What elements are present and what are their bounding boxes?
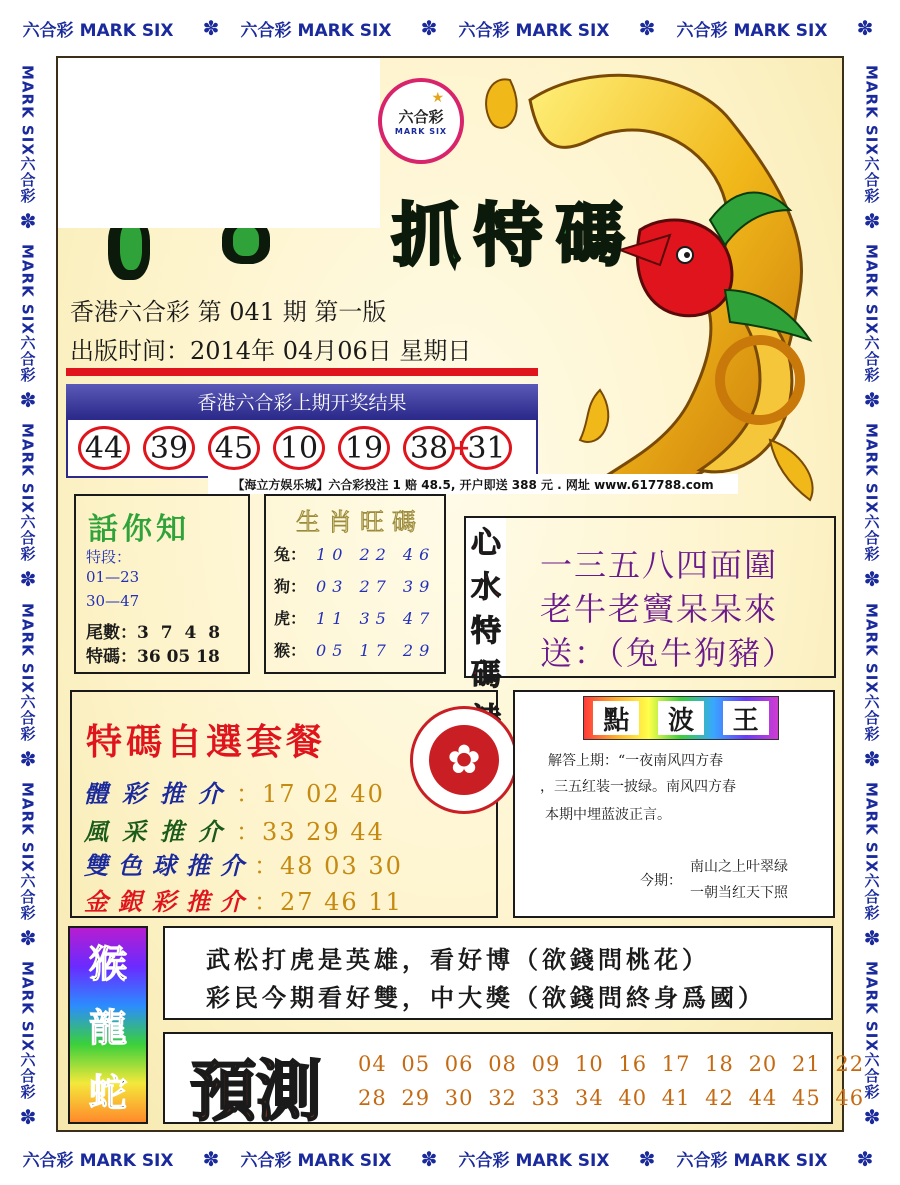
prediction-title: 預測 [190,1052,322,1130]
dbw-title-char: 波 [658,701,704,735]
poem-side-title [466,518,506,693]
package-row [84,882,403,917]
dbw-last-line-1: 解答上期：“一夜南风四方春 [548,753,724,769]
border-flower-icon: ✽ [19,567,37,592]
dbw-last-line-3: 本期中埋蓝波正言。 [545,807,671,823]
border-mark-six-en: MARK SIX [862,243,881,335]
prediction-row-1: 04 05 06 08 09 10 16 17 18 20 21 22 [358,1052,865,1076]
border-mark-six-zh: 六合彩 [862,334,881,383]
special-ball: 31 [460,426,512,470]
border-mark-six-en: MARK SIX [862,961,881,1053]
package-label: 體彩推介 [84,779,236,808]
border-mark-six-en: MARK SIX [18,602,37,694]
border-mark-six-label [459,16,618,41]
special-numbers [86,642,220,667]
zodiac-row [274,606,435,629]
border-flower-icon: ✽ [863,388,881,413]
logo-english: MARK SIX [394,127,448,136]
border-mark-six-label [862,59,883,204]
border-flower-icon: ✽ [856,1146,874,1171]
border-right [844,56,900,1132]
zodiac-lucky-box [264,494,446,674]
border-mark-six-en: MARK SIX [515,1151,610,1171]
poem-side-char: 水 [471,570,501,605]
border-mark-six-zh: 六合彩 [676,1151,728,1171]
zodiac-row [274,574,435,597]
border-mark-six-zh: 六合彩 [862,155,881,204]
special-label: 特碼： [86,647,137,667]
border-flower-icon: ✽ [863,567,881,592]
border-mark-six-label [18,238,39,383]
border-flower-icon: ✽ [863,1105,881,1130]
border-mark-six-zh: 六合彩 [18,334,37,383]
border-mark-six-label [241,16,400,41]
package-label: 雙色球推介 [84,851,254,880]
tail-values: 3 7 4 8 [137,623,224,643]
border-mark-six-label [862,417,883,562]
border-mark-six-zh: 六合彩 [18,872,37,921]
border-mark-six-label [677,1146,836,1171]
border-bottom [0,1132,900,1185]
border-mark-six-zh: 六合彩 [862,1052,881,1101]
border-mark-six-label [862,776,883,921]
border-mark-six-label [18,417,39,562]
border-mark-six-zh: 六合彩 [18,693,37,742]
zodiac-animal: 狗： [274,577,307,596]
border-mark-six-en: MARK SIX [515,20,610,41]
dbw-this-line-2: 一朝当红天下照 [690,885,788,901]
issue-line: 香港六合彩 第 041 期 第一版 [70,298,387,326]
border-mark-six-en: MARK SIX [18,781,37,873]
red-divider [66,368,538,376]
border-mark-six-zh: 六合彩 [676,20,728,41]
border-mark-six-en: MARK SIX [18,243,37,335]
headline-title: 抓特碼 [392,196,639,276]
border-flower-icon: ✽ [202,16,220,40]
zodiac-numbers: 10 22 46 [316,545,436,564]
zodiac-numbers: 03 27 39 [316,577,436,596]
package-title: 特碼自選套餐 [86,721,327,763]
border-mark-six-zh: 六合彩 [862,514,881,563]
border-flower-icon: ✽ [19,208,37,233]
dbw-title-char: 點 [593,701,639,735]
border-mark-six-en: MARK SIX [18,423,37,515]
special-values: 36 05 18 [137,647,220,667]
zodiac-animal: 虎： [274,609,307,628]
package-label: 金銀彩推介 [84,887,254,916]
border-mark-six-zh: 六合彩 [458,20,510,41]
border-mark-six-zh: 六合彩 [18,514,37,563]
border-mark-six-zh: 六合彩 [22,20,74,41]
border-flower-icon: ✽ [19,746,37,771]
zodiac-animal: 猴： [274,641,307,660]
package-row [84,846,403,881]
message-line-1: 武松打虎是英雄，看好博（欲錢問桃花） [206,945,710,974]
result-ball: 39 [143,426,195,470]
hua-ni-zhi-title: 話你知 [88,512,190,547]
publish-date: 出版时间：2014年 04月06日 星期日 [70,337,472,365]
border-mark-six-label [862,955,883,1100]
border-mark-six-en: MARK SIX [733,1151,828,1171]
border-mark-six-label [459,1146,618,1171]
border-mark-six-en: MARK SIX [862,423,881,515]
tail-label: 尾數： [86,623,137,643]
bauhinia-icon: ✿ [429,725,499,795]
border-flower-icon: ✽ [638,1146,656,1171]
border-mark-six-zh: 六合彩 [862,872,881,921]
border-mark-six-en: MARK SIX [297,1151,392,1171]
ad-strip[interactable]: 【海立方娱乐城】六合彩投注 1 赔 48.5, 开户即送 388 元 . 网址 www.617788.com [208,474,738,494]
headline-blob-middle-fill [233,226,259,256]
zodiac-side-char: 龍 [88,1005,127,1051]
poem-line-1: 一三五八四面圍 [540,546,779,584]
dbw-last-line-2: ，三五红装一披绿。南风四方春 [540,779,736,795]
border-flower-icon: ✽ [202,1146,220,1171]
border-mark-six-en: MARK SIX [862,602,881,694]
border-mark-six-en: MARK SIX [18,961,37,1053]
result-ball: 10 [273,426,325,470]
border-mark-six-en: MARK SIX [18,64,37,156]
zodiac-side-char: 猴 [88,940,127,986]
mark-six-logo [378,78,464,164]
border-mark-six-zh: 六合彩 [240,20,292,41]
poem-side-char: 心 [471,526,501,561]
last-result-title: 香港六合彩上期开奖结果 [66,384,538,418]
border-flower-icon: ✽ [863,746,881,771]
border-mark-six-label [18,59,39,204]
border-mark-six-en: MARK SIX [862,64,881,156]
blank-patch [58,58,380,228]
border-mark-six-zh: 六合彩 [240,1151,292,1171]
border-mark-six-en: MARK SIX [79,1151,174,1171]
package-row [84,774,385,809]
border-mark-six-label [241,1146,400,1171]
zodiac-row [274,542,435,565]
poem-line-3: 送：（兔牛狗豬） [540,634,797,672]
border-flower-icon: ✽ [863,926,881,951]
poem-side-char: 碼 [471,658,501,693]
hk-emblem-seal [410,706,518,814]
border-mark-six-label [862,238,883,383]
border-mark-six-zh: 六合彩 [22,1151,74,1171]
border-mark-six-label [23,1146,182,1171]
border-mark-six-en: MARK SIX [79,20,174,41]
border-flower-icon: ✽ [420,16,438,40]
border-flower-icon: ✽ [19,926,37,951]
border-mark-six-label [18,597,39,742]
zodiac-numbers: 05 17 29 [316,641,436,660]
dbw-title-char: 王 [723,701,769,735]
border-mark-six-label [23,16,182,41]
plus-sign: + [452,435,471,461]
poem-side-char: 特 [471,614,501,649]
segment-range-1: 01—23 [86,568,140,586]
poem-line-2: 老牛老竇呆呆來 [540,590,779,628]
hua-ni-zhi-box [74,494,250,674]
package-row [84,812,385,847]
message-line-2: 彩民今期看好雙，中大獎（欲錢問終身爲國） [206,983,766,1012]
border-mark-six-zh: 六合彩 [862,693,881,742]
dbw-this-label: 今期： [640,873,682,889]
prediction-row-2: 28 29 30 32 33 34 40 41 42 44 45 46 [358,1086,865,1110]
package-numbers: ：27 46 11 [254,888,403,916]
zodiac-numbers: 11 35 47 [316,609,436,628]
last-result-numbers [66,418,538,478]
package-numbers: ：17 02 40 [236,780,385,808]
zodiac-row [274,638,435,661]
border-flower-icon: ✽ [420,1146,438,1171]
border-mark-six-label [677,16,836,41]
result-ball: 19 [338,426,390,470]
package-numbers: ：33 29 44 [236,818,385,846]
segment-range-2: 30—47 [86,592,140,610]
zodiac-animal: 兔： [274,545,307,564]
border-mark-six-label [18,776,39,921]
border-left [0,56,56,1132]
border-flower-icon: ✽ [19,1105,37,1130]
border-flower-icon: ✽ [863,208,881,233]
border-mark-six-zh: 六合彩 [18,1052,37,1101]
border-flower-icon: ✽ [856,16,874,40]
border-mark-six-label [18,955,39,1100]
result-ball: 44 [78,426,130,470]
border-mark-six-en: MARK SIX [733,20,828,41]
logo-chinese: 六合彩 [398,108,444,126]
logo-star-icon: ★ [431,90,444,106]
border-mark-six-en: MARK SIX [862,781,881,873]
zodiac-lucky-title: 生肖旺碼 [296,508,424,536]
result-ball: 38 [403,426,455,470]
border-mark-six-en: MARK SIX [297,20,392,41]
border-flower-icon: ✽ [638,16,656,40]
border-mark-six-zh: 六合彩 [458,1151,510,1171]
dbw-this-line-1: 南山之上叶翠绿 [690,859,788,875]
border-mark-six-label [862,597,883,742]
segment-label: 特段： [86,548,132,566]
result-ball: 45 [208,426,260,470]
dian-bo-wang-title [583,696,779,740]
border-top [0,0,900,56]
package-label: 風采推介 [84,817,236,846]
zodiac-side-box [68,926,148,1124]
zodiac-side-char: 蛇 [88,1070,127,1116]
headline-blob-left-fill [120,222,142,270]
tail-numbers [86,618,223,643]
border-flower-icon: ✽ [19,388,37,413]
border-mark-six-zh: 六合彩 [18,155,37,204]
package-numbers: ：48 03 30 [254,852,403,880]
